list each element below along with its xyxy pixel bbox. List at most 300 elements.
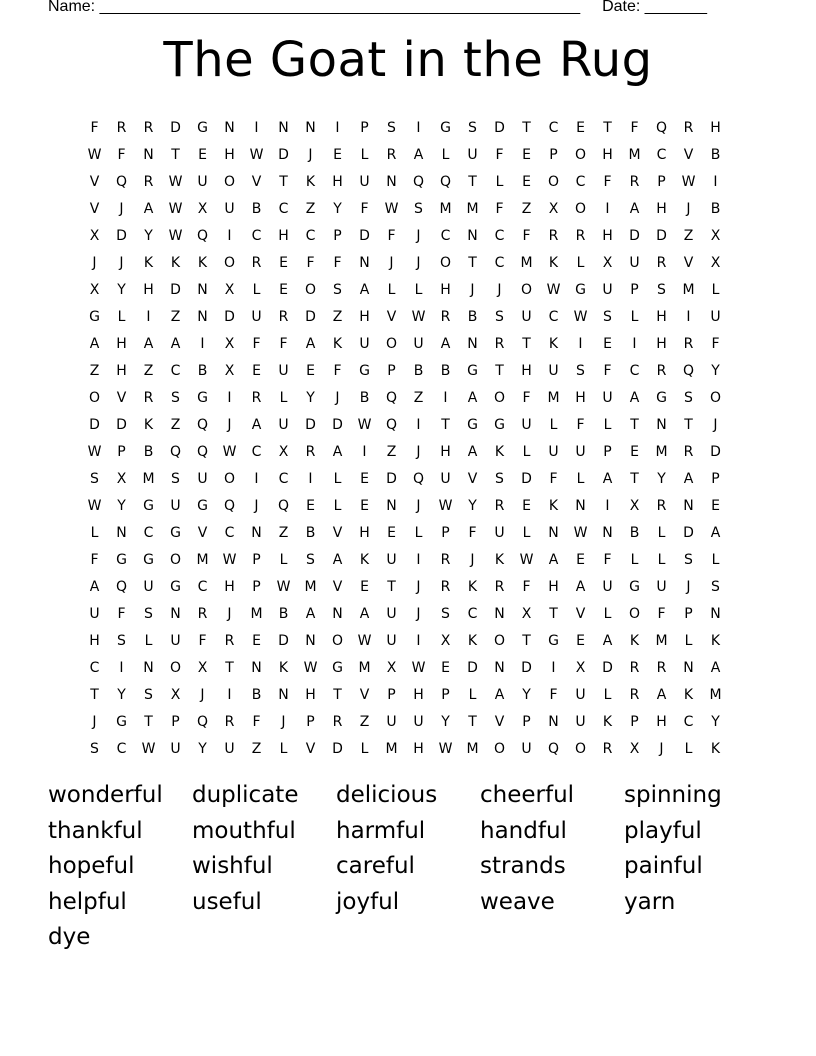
grid-letter: T	[522, 119, 531, 136]
grid-letter: N	[494, 605, 505, 622]
grid-letter: I	[605, 497, 610, 514]
grid-letter: Q	[385, 416, 398, 433]
grid-letter: Y	[144, 227, 153, 244]
grid-letter: L	[711, 281, 720, 298]
grid-letter: X	[224, 335, 235, 352]
grid-letter: A	[305, 335, 316, 352]
grid-letter: K	[494, 551, 505, 568]
grid-letter: O	[385, 335, 398, 352]
grid-letter: W	[168, 173, 183, 190]
grid-letter: C	[575, 173, 586, 190]
grid-letter: E	[360, 497, 369, 514]
grid-letter: D	[656, 227, 667, 244]
grid-letter: J	[497, 281, 502, 298]
grid-letter: Z	[251, 740, 262, 757]
header	[48, 0, 748, 20]
grid-letter: J	[416, 227, 421, 244]
grid-letter: X	[89, 227, 100, 244]
grid-letter: M	[439, 200, 452, 217]
grid-letter: U	[602, 281, 613, 298]
grid-letter: E	[198, 146, 207, 163]
grid-letter: V	[683, 146, 694, 163]
grid-letter: N	[683, 659, 694, 676]
grid-letter: E	[360, 470, 369, 487]
grid-letter: U	[413, 713, 424, 730]
grid-letter: J	[92, 254, 97, 271]
grid-letter: U	[629, 254, 640, 271]
grid-letter: W	[222, 443, 237, 460]
grid-letter: O	[331, 632, 344, 649]
grid-letter: X	[521, 605, 532, 622]
grid-letter: X	[386, 659, 397, 676]
grid-letter: I	[119, 659, 124, 676]
grid-letter: J	[686, 200, 691, 217]
grid-letter: D	[170, 281, 181, 298]
grid-letter: U	[170, 497, 181, 514]
grid-letter: X	[629, 497, 640, 514]
grid-letter: C	[305, 227, 316, 244]
grid-letter: M	[196, 551, 209, 568]
grid-letter: J	[227, 416, 232, 433]
grid-letter: N	[251, 659, 262, 676]
grid-letter: C	[494, 254, 505, 271]
word-list-item: handful	[480, 817, 567, 844]
grid-letter: Q	[547, 740, 560, 757]
grid-letter: K	[305, 173, 316, 190]
grid-letter: D	[629, 227, 640, 244]
grid-letter: V	[332, 578, 343, 595]
grid-letter: O	[493, 632, 506, 649]
grid-letter: D	[332, 740, 343, 757]
grid-letter: A	[602, 470, 613, 487]
grid-letter: O	[439, 254, 452, 271]
grid-letter: Y	[198, 740, 207, 757]
grid-letter: L	[630, 551, 639, 568]
grid-letter: G	[656, 389, 667, 406]
grid-letter: N	[386, 497, 397, 514]
grid-letter: B	[251, 200, 262, 217]
grid-letter: B	[278, 605, 289, 622]
grid-letter: T	[171, 146, 180, 163]
grid-letter: L	[279, 551, 288, 568]
grid-letter: M	[358, 659, 371, 676]
grid-letter: I	[443, 389, 448, 406]
grid-letter: G	[170, 524, 181, 541]
grid-letter: U	[521, 416, 532, 433]
grid-letter: M	[655, 632, 668, 649]
grid-letter: J	[416, 254, 421, 271]
grid-letter: S	[90, 470, 99, 487]
word-list-item: joyful	[336, 888, 400, 915]
grid-letter: M	[466, 200, 479, 217]
grid-letter: V	[251, 173, 262, 190]
grid-letter: S	[144, 686, 153, 703]
grid-letter: A	[143, 335, 154, 352]
grid-letter: N	[278, 686, 289, 703]
grid-letter: O	[169, 551, 182, 568]
grid-letter: G	[467, 362, 478, 379]
grid-letter: U	[170, 740, 181, 757]
grid-letter: X	[602, 254, 613, 271]
grid-letter: T	[90, 686, 99, 703]
grid-letter: I	[416, 632, 421, 649]
grid-letter: R	[440, 578, 451, 595]
grid-letter: F	[630, 119, 639, 136]
grid-letter: V	[575, 605, 586, 622]
grid-letter: J	[470, 551, 475, 568]
grid-letter: E	[630, 443, 639, 460]
grid-letter: Y	[306, 389, 315, 406]
grid-letter: I	[227, 389, 232, 406]
grid-letter: N	[143, 659, 154, 676]
grid-letter: U	[521, 740, 532, 757]
grid-letter: I	[200, 335, 205, 352]
grid-letter: P	[441, 686, 450, 703]
grid-letter: F	[549, 470, 558, 487]
grid-letter: A	[359, 605, 370, 622]
grid-letter: K	[467, 632, 478, 649]
grid-letter: T	[522, 335, 531, 352]
grid-letter: O	[628, 605, 641, 622]
grid-letter: Q	[115, 173, 128, 190]
grid-letter: N	[656, 416, 667, 433]
grid-letter: D	[89, 416, 100, 433]
grid-letter: O	[169, 659, 182, 676]
grid-letter: N	[710, 605, 721, 622]
grid-letter: T	[387, 578, 396, 595]
grid-letter: W	[168, 227, 183, 244]
grid-letter: F	[90, 119, 99, 136]
grid-letter: I	[254, 119, 259, 136]
grid-letter: N	[197, 281, 208, 298]
word-list-item: weave	[480, 888, 555, 915]
grid-letter: B	[359, 389, 370, 406]
grid-letter: P	[387, 362, 396, 379]
grid-letter: O	[223, 173, 236, 190]
grid-letter: T	[468, 173, 477, 190]
grid-letter: A	[170, 335, 181, 352]
grid-letter: D	[278, 632, 289, 649]
grid-letter: L	[495, 173, 504, 190]
grid-letter: P	[171, 713, 180, 730]
grid-letter: P	[630, 713, 639, 730]
grid-letter: O	[304, 281, 317, 298]
grid-letter: Z	[143, 362, 154, 379]
grid-letter: U	[521, 308, 532, 325]
grid-letter: F	[549, 686, 558, 703]
grid-letter: D	[386, 470, 397, 487]
grid-letter: S	[495, 308, 504, 325]
grid-letter: R	[224, 632, 235, 649]
grid-letter: B	[629, 524, 640, 541]
grid-letter: N	[170, 605, 181, 622]
grid-letter: E	[333, 146, 342, 163]
grid-letter: X	[197, 659, 208, 676]
date-field-label[interactable]: Date: _______	[602, 0, 708, 15]
grid-letter: M	[709, 686, 722, 703]
grid-letter: K	[332, 335, 343, 352]
grid-letter: K	[143, 416, 154, 433]
grid-letter: L	[657, 524, 666, 541]
word-list-item: thankful	[48, 817, 143, 844]
grid-letter: B	[440, 362, 451, 379]
grid-letter: F	[711, 335, 720, 352]
grid-letter: X	[548, 200, 559, 217]
grid-letter: F	[198, 632, 207, 649]
grid-letter: I	[362, 443, 367, 460]
grid-letter: E	[306, 497, 315, 514]
grid-letter: Y	[522, 686, 531, 703]
grid-letter: U	[548, 362, 559, 379]
word-list-item: delicious	[336, 782, 438, 808]
grid-letter: J	[119, 200, 124, 217]
grid-letter: K	[710, 740, 721, 757]
grid-letter: L	[117, 308, 126, 325]
word-list-item: painful	[624, 853, 703, 879]
grid-letter: X	[224, 362, 235, 379]
grid-letter: E	[387, 524, 396, 541]
grid-letter: M	[520, 254, 533, 271]
grid-letter: Z	[170, 416, 181, 433]
grid-letter: I	[632, 335, 637, 352]
grid-letter: O	[223, 470, 236, 487]
grid-letter: U	[710, 308, 721, 325]
grid-letter: Q	[682, 362, 695, 379]
grid-letter: C	[494, 227, 505, 244]
grid-letter: K	[494, 443, 505, 460]
grid-letter: W	[357, 416, 372, 433]
grid-letter: H	[602, 227, 613, 244]
grid-letter: K	[467, 578, 478, 595]
grid-letter: M	[466, 740, 479, 757]
grid-letter: N	[305, 632, 316, 649]
grid-letter: E	[252, 362, 261, 379]
grid-letter: P	[252, 551, 261, 568]
grid-letter: G	[359, 362, 370, 379]
grid-letter: S	[684, 389, 693, 406]
grid-letter: D	[710, 443, 721, 460]
grid-letter: R	[629, 659, 640, 676]
grid-letter: K	[197, 254, 208, 271]
grid-letter: U	[197, 173, 208, 190]
grid-letter: G	[332, 659, 343, 676]
grid-letter: R	[683, 443, 694, 460]
word-list-item: strands	[480, 853, 566, 879]
grid-letter: U	[494, 524, 505, 541]
grid-letter: K	[359, 551, 370, 568]
word-list-item: dye	[48, 924, 91, 950]
grid-letter: S	[684, 551, 693, 568]
grid-letter: W	[438, 740, 453, 757]
grid-letter: W	[411, 308, 426, 325]
grid-letter: T	[522, 632, 531, 649]
grid-letter: Z	[332, 308, 343, 325]
grid-letter: E	[522, 173, 531, 190]
grid-letter: Y	[441, 713, 450, 730]
grid-letter: T	[441, 416, 450, 433]
grid-letter: A	[305, 605, 316, 622]
grid-letter: I	[686, 308, 691, 325]
grid-letter: J	[659, 740, 664, 757]
grid-letter: C	[89, 659, 100, 676]
grid-letter: R	[116, 119, 127, 136]
grid-letter: G	[467, 416, 478, 433]
grid-letter: Q	[439, 173, 452, 190]
grid-letter: N	[548, 713, 559, 730]
grid-letter: H	[548, 578, 559, 595]
grid-letter: L	[414, 524, 423, 541]
grid-letter: U	[548, 443, 559, 460]
grid-letter: K	[143, 254, 154, 271]
grid-letter: A	[710, 524, 721, 541]
grid-letter: U	[386, 605, 397, 622]
grid-letter: M	[250, 605, 263, 622]
grid-letter: Y	[711, 713, 720, 730]
word-list-item: mouthful	[192, 817, 296, 844]
grid-letter: D	[521, 659, 532, 676]
grid-letter: E	[279, 281, 288, 298]
grid-letter: W	[681, 173, 696, 190]
grid-letter: X	[170, 686, 181, 703]
grid-letter: G	[629, 578, 640, 595]
grid-letter: H	[656, 200, 667, 217]
grid-letter: Z	[413, 389, 424, 406]
grid-letter: R	[494, 335, 505, 352]
grid-letter: P	[117, 443, 126, 460]
grid-letter: F	[468, 524, 477, 541]
grid-letter: R	[251, 389, 262, 406]
grid-letter: N	[251, 524, 262, 541]
grid-letter: W	[573, 524, 588, 541]
name-field-label[interactable]: Name: ______________________________________________________	[48, 0, 581, 15]
grid-letter: C	[548, 308, 559, 325]
grid-letter: R	[143, 119, 154, 136]
grid-letter: T	[279, 173, 288, 190]
grid-letter: G	[116, 713, 127, 730]
grid-letter: U	[224, 200, 235, 217]
grid-letter: F	[279, 335, 288, 352]
grid-letter: D	[521, 470, 532, 487]
grid-letter: S	[603, 308, 612, 325]
grid-letter: P	[360, 119, 369, 136]
grid-letter: L	[549, 416, 558, 433]
grid-letter: L	[711, 551, 720, 568]
grid-letter: S	[306, 551, 315, 568]
grid-letter: D	[602, 659, 613, 676]
grid-letter: V	[116, 389, 127, 406]
grid-letter: I	[605, 200, 610, 217]
grid-letter: H	[332, 173, 343, 190]
grid-letter: R	[386, 146, 397, 163]
grid-letter: U	[575, 443, 586, 460]
grid-letter: R	[224, 713, 235, 730]
grid-letter: U	[143, 578, 154, 595]
grid-letter: N	[224, 119, 235, 136]
grid-letter: O	[223, 254, 236, 271]
grid-letter: L	[414, 281, 423, 298]
grid-letter: Z	[170, 308, 181, 325]
grid-letter: O	[547, 173, 560, 190]
grid-letter: X	[89, 281, 100, 298]
grid-letter: L	[576, 470, 585, 487]
grid-letter: P	[684, 605, 693, 622]
grid-letter: H	[116, 362, 127, 379]
grid-letter: N	[116, 524, 127, 541]
grid-letter: A	[332, 443, 343, 460]
grid-letter: G	[197, 497, 208, 514]
grid-letter: Z	[278, 524, 289, 541]
grid-letter: I	[578, 335, 583, 352]
grid-letter: E	[711, 497, 720, 514]
grid-letter: F	[306, 254, 315, 271]
grid-letter: N	[467, 335, 478, 352]
grid-letter: I	[551, 659, 556, 676]
grid-letter: D	[116, 416, 127, 433]
grid-letter: B	[251, 686, 262, 703]
grid-letter: J	[308, 146, 313, 163]
grid-letter: N	[332, 605, 343, 622]
grid-letter: C	[143, 524, 154, 541]
grid-letter: C	[251, 443, 262, 460]
grid-letter: V	[683, 254, 694, 271]
grid-letter: L	[603, 605, 612, 622]
grid-letter: J	[389, 254, 394, 271]
grid-letter: X	[116, 470, 127, 487]
grid-letter: H	[710, 119, 721, 136]
grid-letter: N	[683, 497, 694, 514]
word-list-item: wonderful	[48, 782, 163, 808]
grid-letter: H	[575, 389, 586, 406]
grid-letter: K	[548, 254, 559, 271]
grid-letter: W	[87, 146, 102, 163]
grid-letter: L	[279, 389, 288, 406]
grid-letter: I	[416, 119, 421, 136]
grid-letter: W	[519, 551, 534, 568]
grid-letter: D	[116, 227, 127, 244]
grid-letter: N	[548, 524, 559, 541]
grid-letter: X	[224, 281, 235, 298]
grid-letter: G	[143, 551, 154, 568]
grid-letter: F	[522, 227, 531, 244]
grid-letter: V	[89, 173, 100, 190]
grid-letter: Z	[359, 713, 370, 730]
grid-letter: C	[629, 362, 640, 379]
grid-letter: X	[197, 200, 208, 217]
grid-letter: K	[170, 254, 181, 271]
grid-letter: Q	[115, 578, 128, 595]
grid-letter: I	[254, 470, 259, 487]
grid-letter: Y	[117, 686, 126, 703]
grid-letter: P	[603, 443, 612, 460]
word-list-item: playful	[624, 817, 702, 844]
grid-letter: I	[335, 119, 340, 136]
grid-letter: S	[117, 632, 126, 649]
grid-letter: H	[413, 740, 424, 757]
grid-letter: M	[682, 281, 695, 298]
grid-letter: W	[384, 200, 399, 217]
grid-letter: K	[683, 686, 694, 703]
grid-letter: Y	[468, 497, 477, 514]
grid-letter: Y	[657, 470, 666, 487]
grid-letter: A	[467, 443, 478, 460]
grid-letter: U	[602, 389, 613, 406]
grid-letter: D	[494, 119, 505, 136]
grid-letter: S	[144, 605, 153, 622]
grid-letter: J	[470, 281, 475, 298]
grid-letter: N	[494, 659, 505, 676]
grid-letter: V	[89, 200, 100, 217]
grid-letter: S	[657, 281, 666, 298]
